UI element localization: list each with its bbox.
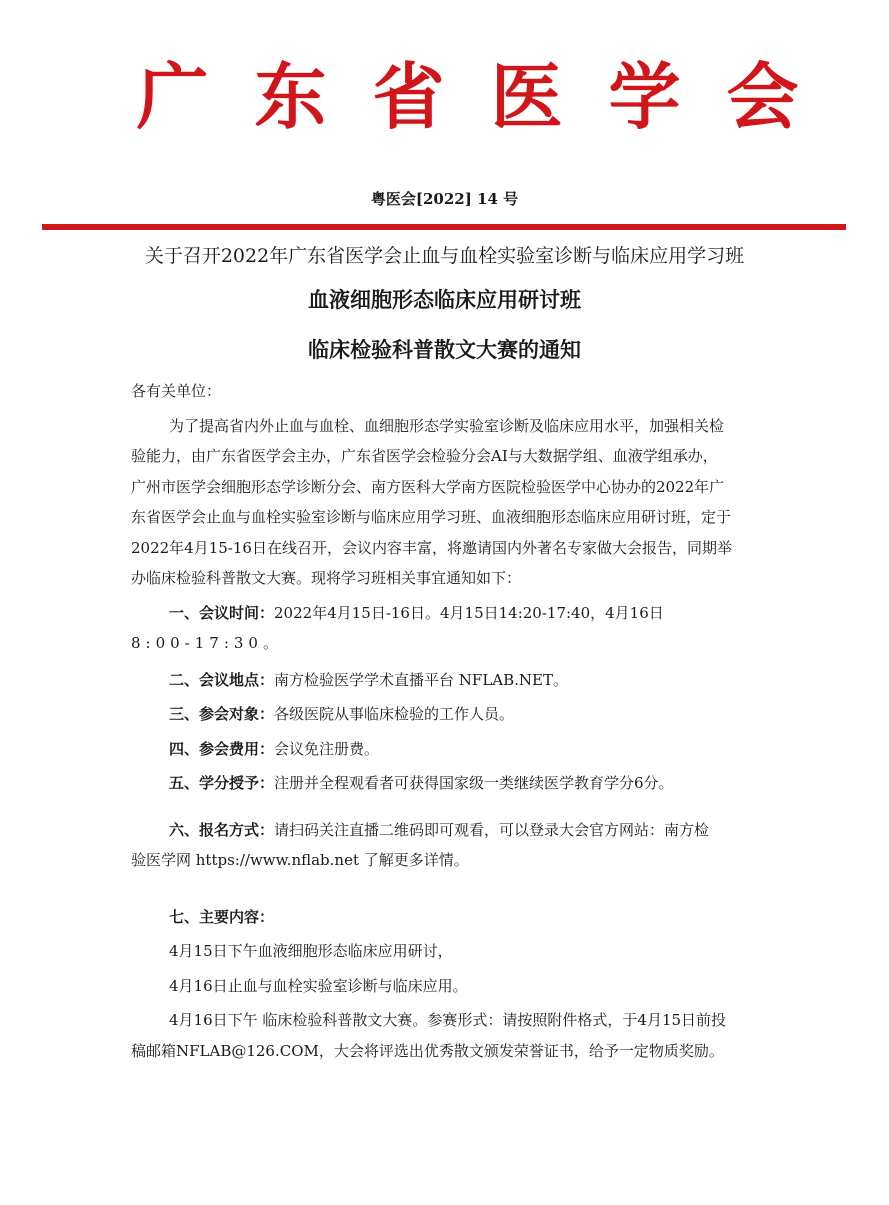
registration [131, 815, 771, 876]
meeting-place [131, 665, 771, 696]
notice-title-line-2: 血液细胞形态临床应用研讨班 [308, 287, 581, 312]
fee-value: 会议免注册费。 [274, 739, 380, 758]
notice-body [131, 376, 771, 1066]
intro-line: 2022年4月15-16日在线召开，会议内容丰富，将邀请国内外著名专家做大会报告，同期举 [131, 538, 732, 557]
document-number: 粤医会[2022] 14 号 [370, 190, 519, 208]
main-content-item: 4月15日下午血液细胞形态临床应用研讨， [169, 942, 453, 960]
credits-value: 注册并全程观看者可获得国家级一类继续医学教育学分6分。 [274, 774, 674, 792]
intro-line: 为了提高省内外止血与血栓、血细胞形态学实验室诊断及临床应用水平，加强相关检 [169, 416, 725, 435]
salutation: 各有关单位： [131, 382, 222, 400]
main-content-item-line: 稿邮箱NFLAB@126.COM，大会将评选出优秀散文颁发荣誉证书，给予一定物质奖励。 [131, 1041, 724, 1060]
main-content-item: 4月16日止血与血栓实验室诊断与临床应用。 [169, 976, 468, 995]
meeting-time-label: 一、会议时间： [169, 603, 275, 622]
fee-label: 四、参会费用： [169, 739, 275, 758]
registration-value-cont: 验医学网 https://www.nflab.net 了解更多详情。 [131, 851, 469, 869]
main-content-item [131, 1005, 771, 1066]
main-content-label: 七、主要内容： [169, 907, 275, 926]
intro-line: 广州市医学会细胞形态学诊断分会、南方医科大学南方医院检验医学中心协办的2022年广 [131, 477, 725, 496]
intro-paragraph [131, 411, 771, 594]
meeting-time-value-cont: 8:00-17:30。 [131, 634, 283, 652]
main-content-heading [131, 902, 771, 933]
credits-label: 五、学分授予： [169, 774, 275, 792]
intro-line: 东省医学会止血与血栓实验室诊断与临床应用学习班、血液细胞形态临床应用研讨班，定于 [131, 508, 732, 526]
credits [131, 768, 771, 799]
notice-title-line-3: 临床检验科普散文大赛的通知 [308, 337, 581, 362]
registration-label: 六、报名方式： [169, 820, 275, 839]
intro-line: 办临床检验科普散文大赛。现将学习班相关事宜通知如下： [131, 569, 522, 587]
intro-line: 验能力，由广东省医学会主办，广东省医学会检验分会AI与大数据学组、血液学组承办， [131, 447, 718, 465]
red-divider [42, 224, 846, 230]
meeting-time-value: 2022年4月15日-16日。4月15日14:20-17:40，4月16日 [274, 603, 664, 622]
audience-value: 各级医院从事临床检验的工作人员。 [274, 705, 515, 723]
registration-value: 请扫码关注直播二维码即可观看，可以登录大会官方网站：南方检 [274, 820, 710, 839]
meeting-time [131, 598, 771, 659]
meeting-place-label: 二、会议地点： [169, 670, 275, 689]
audience-label: 三、参会对象： [169, 705, 275, 723]
fee [131, 734, 771, 765]
notice-title-line-1: 关于召开2022年广东省医学会止血与血栓实验室诊断与临床应用学习班 [144, 245, 745, 267]
masthead-title: 广东省医学会 [136, 54, 845, 139]
main-content-item-line: 4月16日下午 临床检验科普散文大赛。参赛形式：请按照附件格式，于4月15日前投 [169, 1011, 727, 1029]
meeting-place-value: 南方检验医学学术直播平台 NFLAB.NET。 [274, 670, 568, 689]
audience [131, 699, 771, 730]
